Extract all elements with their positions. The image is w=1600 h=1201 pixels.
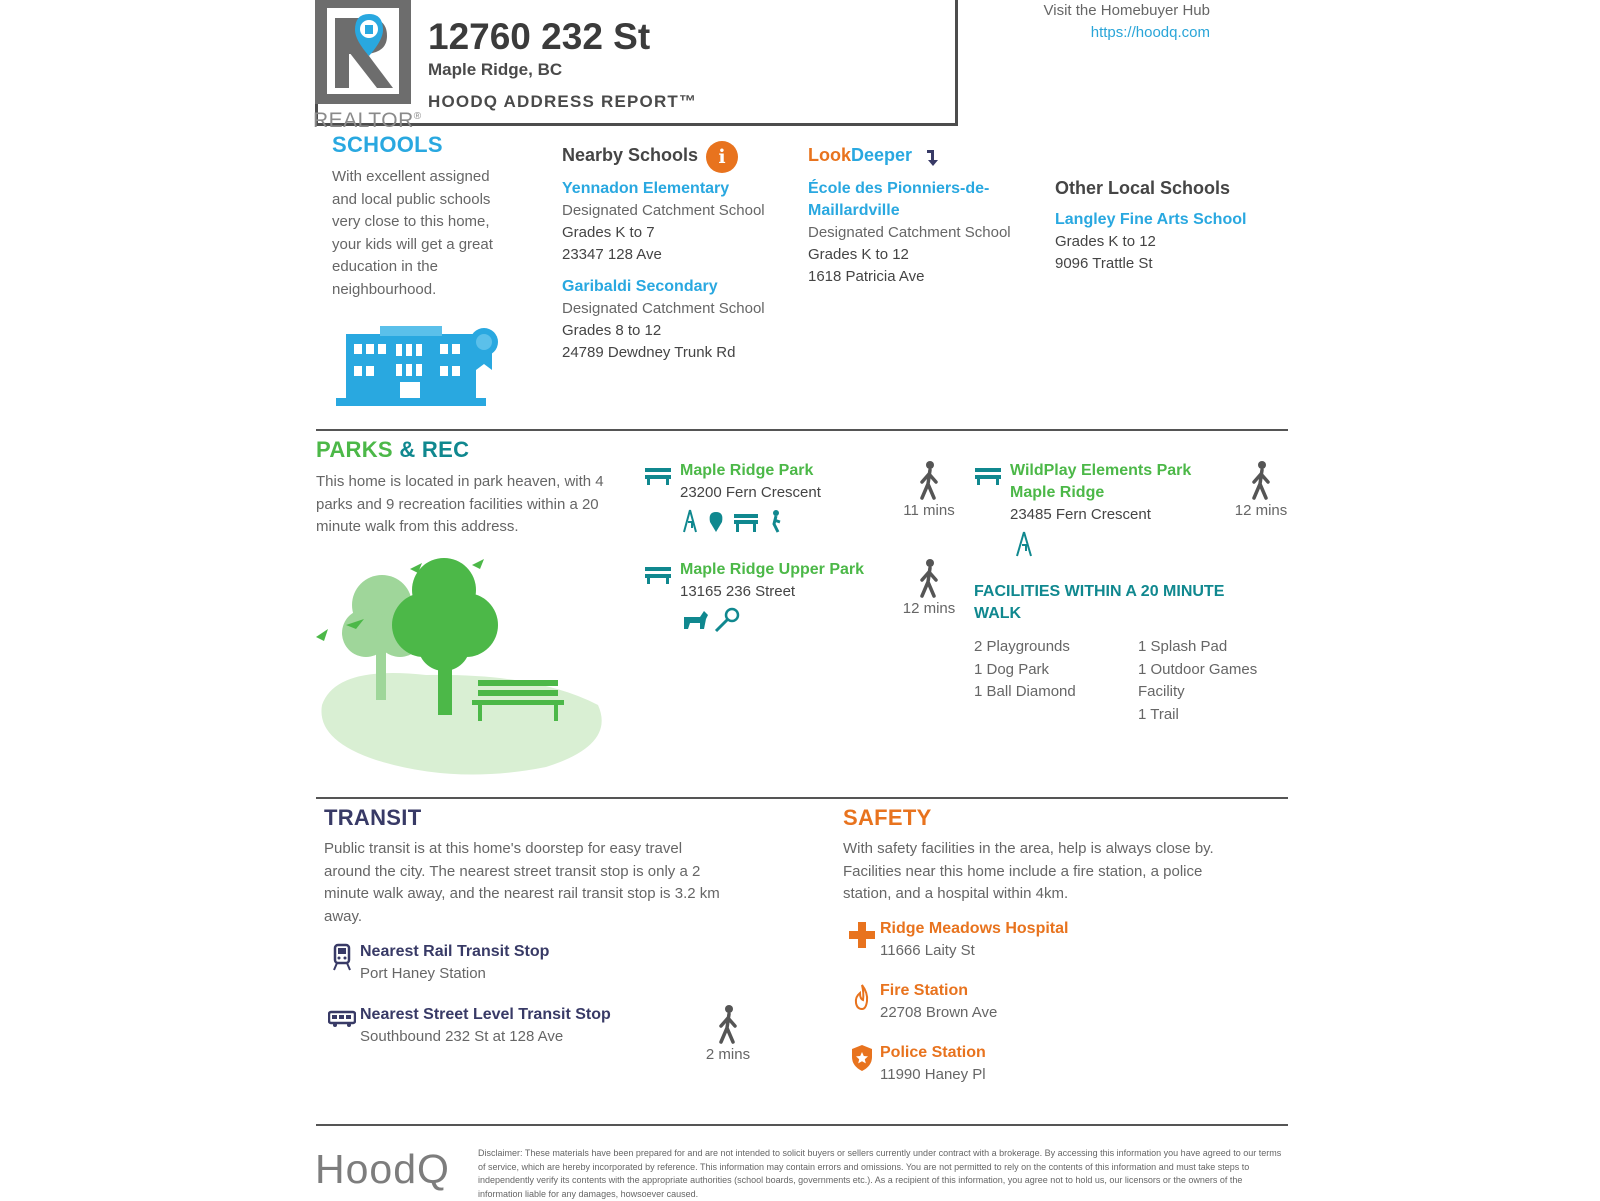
street-transit-item[interactable]: Nearest Street Level Transit Stop Southbound 232 St at 128 Ave [360,1006,611,1045]
report-label: HOODQ ADDRESS REPORT™ [428,92,698,111]
walk-time: 2 mins [705,1046,751,1063]
safety-blurb: With safety facilities in the area, help is always close by. Facilities near this home include a fire station, a police station, and a hospital within 4km. [843,840,1214,902]
safety-item[interactable]: Police Station 11990 Haney Pl [880,1044,986,1083]
schools-blurb: With excellent assigned and local public schools very close to this home, your kids will get a great education in the neighbourhood. [332,168,493,298]
parks-blurb: This home is located in park heaven, with 4 parks and 9 recreation facilities within a 20 minute walk from this address. [316,473,604,535]
safety-title: SAFETY [843,805,932,830]
school-item[interactable]: Garibaldi Secondary Designated Catchment School Grades 8 to 12 24789 Dewdney Trunk Rd [562,278,765,361]
park-item[interactable]: WildPlay Elements Park Maple Ridge 23485 Fern Crescent [1010,462,1192,523]
walk-icon [715,1004,741,1044]
facilities-list-left: 2 Playgrounds 1 Dog Park 1 Ball Diamond [974,638,1076,700]
hub-text: Visit the Homebuyer Hub [1043,2,1210,19]
dog-park-icon [682,607,742,633]
walk-time: 11 mins [903,502,955,519]
look-deeper-heading[interactable]: LookDeeper [808,145,913,165]
police-badge-icon [850,1044,874,1072]
realtor-wordmark: REALTOR® [313,109,422,132]
bench-icon [974,466,1002,486]
disclaimer-text: Disclaimer: These materials have been prepared for and are not intended to solicit buyers or sellers currently under contract with a brokerage. By accessing this information you have agreed to our terms of service, which are hereby incorporated by reference. This information may contain errors and omissions. You are not permitted to rely on the contents of this information and must take steps to independently verify its contents with the appropriate authorities (school boards, governments etc.). As a recipient of this information, you agree not to hold us, our licensors or the owners of the information liable for any damages, howsoever caused. [478,1148,1282,1199]
section-divider [316,1124,1288,1126]
fire-icon [852,983,872,1011]
park-amenities-icons [682,508,792,534]
arrow-down-icon [924,148,942,168]
hospital-cross-icon [848,921,876,949]
info-icon[interactable]: i [706,141,738,173]
playground-icon [1014,530,1034,558]
park-item[interactable]: Maple Ridge Park 23200 Fern Crescent [680,462,821,501]
property-address: 12760 232 St [428,16,651,57]
transit-blurb: Public transit is at this home's doorstep for easy travel around the city. The nearest street transit stop is only a 2 minute walk away, and the nearest rail transit stop is 3.2 km away. [324,840,720,925]
bus-icon [328,1010,356,1028]
rail-transit-item[interactable]: Nearest Rail Transit Stop Port Haney Station [360,943,550,982]
nearby-schools-heading: Nearby Schools [562,145,699,165]
school-item[interactable]: Langley Fine Arts School Grades K to 12 9096 Trattle St [1055,211,1247,272]
walk-icon [916,460,942,500]
school-item[interactable]: École des Pionniers-de- Maillardville Designated Catchment School Grades K to 12 1618 Patricia Ave [808,180,1011,285]
other-schools-heading: Other Local Schools [1055,178,1231,198]
train-icon [332,943,352,971]
park-item[interactable]: Maple Ridge Upper Park 13165 236 Street [680,561,865,600]
section-divider [316,797,1288,799]
park-illustration [316,555,612,775]
walk-icon [916,558,942,598]
schools-title: SCHOOLS [332,132,443,157]
property-city: Maple Ridge, BC [428,60,563,79]
school-item[interactable]: Yennadon Elementary Designated Catchment School Grades K to 7 23347 128 Ave [562,180,765,263]
bench-icon [644,565,672,585]
bench-icon [644,466,672,486]
school-building-icon [336,326,506,408]
safety-item[interactable]: Fire Station 22708 Brown Ave [880,982,998,1021]
facilities-list-right: 1 Splash Pad 1 Outdoor Games Facility 1 Trail [1138,638,1258,723]
walk-icon [1248,460,1274,500]
section-divider [316,429,1288,431]
parks-title: PARKS & REC [316,437,470,462]
walk-time: 12 mins [1234,502,1288,519]
hub-link[interactable]: https://hoodq.com [1090,24,1210,41]
realtor-logo [315,0,411,104]
hoodq-logo: HoodQ [315,1146,450,1192]
safety-item[interactable]: Ridge Meadows Hospital 11666 Laity St [880,920,1069,959]
facilities-heading: FACILITIES WITHIN A 20 MINUTE WALK [974,583,1225,622]
walk-time: 12 mins [902,600,956,617]
transit-title: TRANSIT [324,805,422,830]
